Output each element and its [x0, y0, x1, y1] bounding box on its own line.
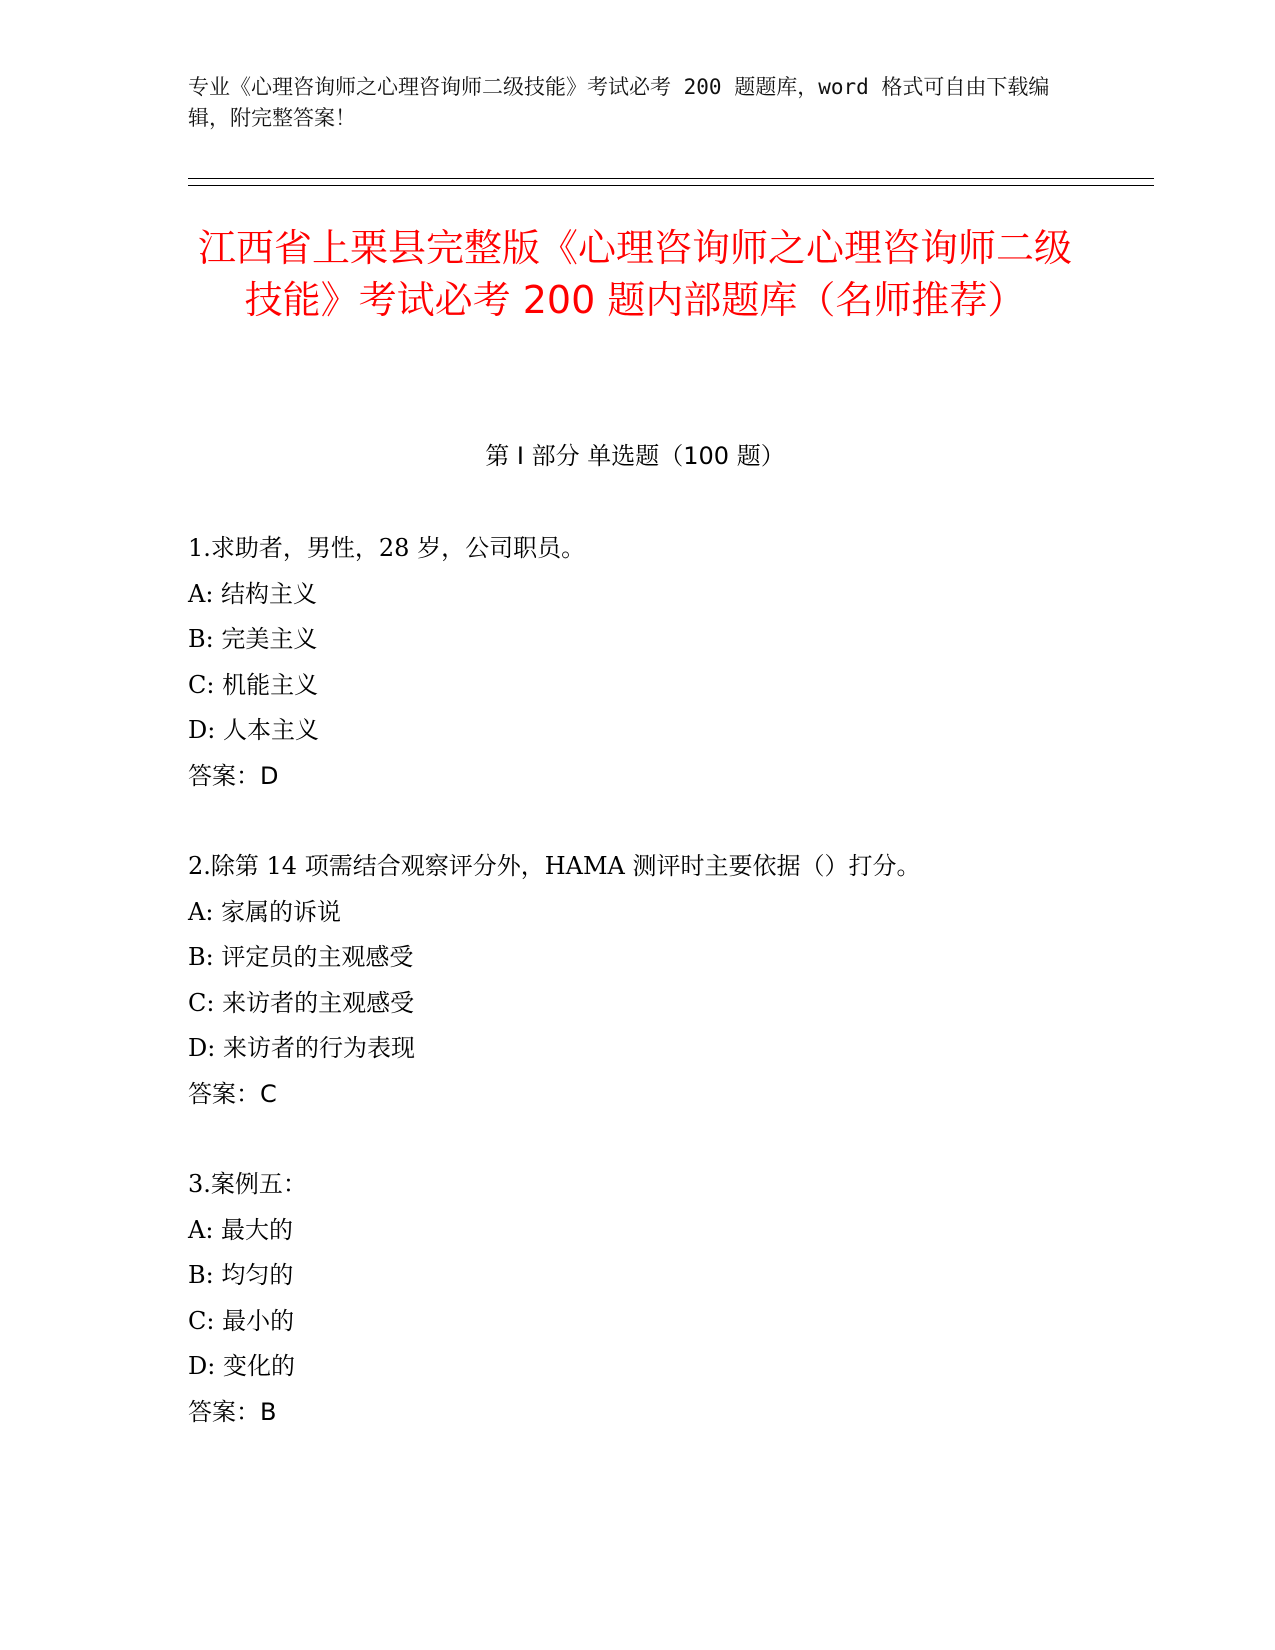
- option-b: B: 评定员的主观感受: [188, 943, 414, 971]
- option-a: A: 家属的诉说: [188, 897, 342, 926]
- question-2: [188, 844, 1088, 1117]
- answer-key: 答案：D: [188, 761, 279, 790]
- option-c: C: 最小的: [188, 1306, 295, 1335]
- option-d: D: 变化的: [188, 1352, 295, 1380]
- question-3: [188, 1162, 1088, 1435]
- question-stem: 2.除第 14 项需结合观察评分外，HAMA 测评时主要依据（）打分。: [188, 852, 921, 880]
- option-d: D: 来访者的行为表现: [188, 1034, 415, 1062]
- question-1: [188, 526, 1088, 799]
- header-note: 专业《心理咨询师之心理咨询师二级技能》考试必考 200 题题库，word 格式可自由下载编辑，附完整答案！: [188, 75, 1050, 130]
- answer-key: 答案：C: [188, 1079, 277, 1108]
- option-a: A: 最大的: [188, 1215, 294, 1244]
- header-divider-top: [188, 178, 1154, 179]
- option-d: D: 人本主义: [188, 716, 319, 744]
- option-c: C: 机能主义: [188, 670, 319, 699]
- option-c: C: 来访者的主观感受: [188, 988, 415, 1017]
- option-a: A: 结构主义: [188, 579, 318, 608]
- option-b: B: 完美主义: [188, 625, 318, 653]
- option-b: B: 均匀的: [188, 1261, 294, 1289]
- answer-key: 答案：B: [188, 1397, 277, 1426]
- question-stem: 3.案例五：: [188, 1170, 307, 1198]
- question-stem: 1.求助者，男性，28 岁，公司职员。: [188, 534, 586, 562]
- document-title: 江西省上栗县完整版《心理咨询师之心理咨询师二级技能》考试必考 200 题内部题库（名师推荐）: [197, 226, 1072, 322]
- header-divider-bottom: [188, 185, 1154, 186]
- section-heading: 第 I 部分 单选题（100 题）: [485, 442, 785, 470]
